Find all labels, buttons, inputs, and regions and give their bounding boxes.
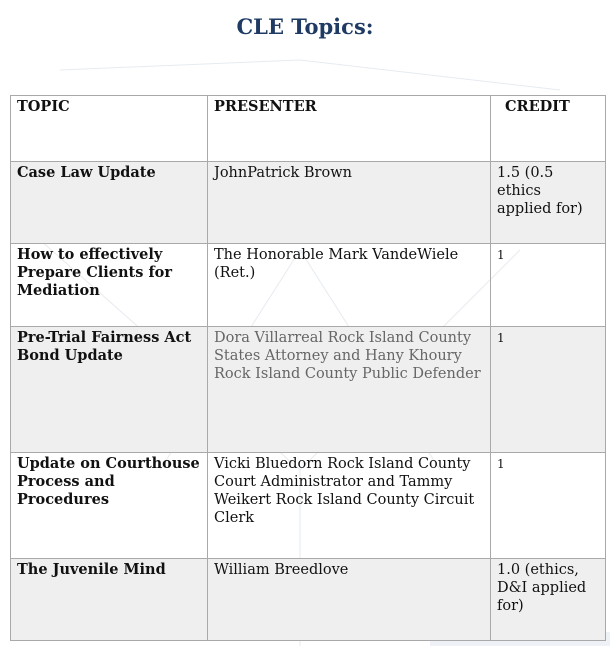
- topic-cell: Pre-Trial Fairness Act Bond Update: [11, 327, 208, 453]
- table-header-row: [11, 96, 606, 162]
- topic-cell: How to effectively Prepare Clients for Mediation: [11, 244, 208, 327]
- credit-cell: 1: [491, 327, 606, 453]
- presenter-cell: William Breedlove: [208, 559, 491, 641]
- topic-cell: The Juvenile Mind: [11, 559, 208, 641]
- credit-cell: 1.5 (0.5 ethics applied for): [491, 162, 606, 244]
- cle-topics-table: [10, 95, 606, 641]
- presenter-cell: JohnPatrick Brown: [208, 162, 491, 244]
- table-row: [11, 244, 606, 327]
- table-row: [11, 327, 606, 453]
- presenter-cell: Dora Villarreal Rock Island County States Attorney and Hany Khoury Rock Island County Public Defender: [208, 327, 491, 453]
- credit-cell: 1: [491, 453, 606, 559]
- presenter-cell: The Honorable Mark VandeWiele (Ret.): [208, 244, 491, 327]
- page-title: CLE Topics:: [236, 14, 374, 39]
- header-topic: TOPIC: [11, 96, 208, 162]
- header-presenter: PRESENTER: [208, 96, 491, 162]
- table-row: [11, 453, 606, 559]
- table-row: [11, 559, 606, 641]
- table-row: [11, 162, 606, 244]
- presenter-cell: Vicki Bluedorn Rock Island County Court Administrator and Tammy Weikert Rock Island County Circuit Clerk: [208, 453, 491, 559]
- topic-cell: Update on Courthouse Process and Procedures: [11, 453, 208, 559]
- credit-cell: 1: [491, 244, 606, 327]
- credit-cell: 1.0 (ethics, D&I applied for): [491, 559, 606, 641]
- topic-cell: Case Law Update: [11, 162, 208, 244]
- header-credit: CREDIT: [491, 96, 606, 162]
